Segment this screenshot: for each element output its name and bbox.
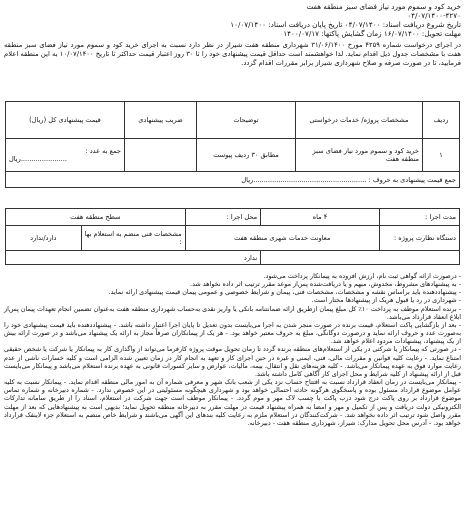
list-item: - به پیشنهادهای مشروط، مخدوش، مبهم و یا دریافت‌شده پس‌از موعد مقرر ترتیب اثر داده نخواهد شد. <box>190 280 461 289</box>
duration-label: مدت اجرا : <box>379 209 459 226</box>
col-header-coefficient: ضریب پیشنهادی <box>125 102 197 139</box>
approval-value: دارد/ندارد <box>6 226 82 251</box>
sum-words-cell <box>6 172 460 188</box>
items-table <box>5 101 460 188</box>
table-row <box>6 139 460 172</box>
conditions-list <box>4 272 461 427</box>
list-item: - پیمانکار می‌بایست در زمان انعقاد قرارداد نسبت به افتتاح حساب نزد یکی از شعب بانک شهر و معرفی شماره آن به امور مالی منطقه اقدام نماید. - پیمانکار نسبت به کلیه عوامل موضوع قرارداد مسئول بوده و پاسخگوی هرگونه حادثه احتمالی خواهد بود و شهرداری هیچگونه مسئولیتی در این خصوص ندارد. - شماره دبیرخانه و شماره تماس موضوع قرارداد بر روی پاکت درج شود درب پاکت با چسب لاک مهر و موم گردد. - پیمانکار موظف است جهت شرکت در استعلام، اسناد را از طریق سامانه تدارکات الکترونیکی دولت دریافت و پس از تکمیل و مهر و امضا به همراه پیشنهاد قیمت در مهلت مقرر به دبیرخانه منطقه تحویل نماید؛ بدیهی است به پیشنهادهایی که بعد از مهلت مقرر واصل شود ترتیب اثر داده نخواهد شد. - شرکت‌کنندگان در استعلام ملزم به رعایت کلیه بندهای این آگهی می‌باشند و شرایط خاص منضم به استعلام جزء لاینفک قرارداد خواهد بود. - آدرس محل تحویل مدارک: شیراز، شهرداری منطقه هفت - دبیرخانه. <box>4 378 461 427</box>
col-header-spec: مشخصات پروژه/ خدمات درخواستی <box>296 102 423 139</box>
table-header-row <box>6 102 460 139</box>
col-header-notes: توضیحات <box>197 102 296 139</box>
supervisor-label: دستگاه نظارت پروژه : <box>379 226 459 251</box>
coefficient-cell <box>125 139 197 172</box>
col-header-total-price: قیمت پیشنهادی کل (ریال) <box>6 102 125 139</box>
notice-number: ۰۴/۰۷/۱۴۰۰-۴۲۷۰ <box>407 11 461 20</box>
list-item: - درصورت ارائه گواهی ثبت نام، ارزش افزوده به پیمانکار پرداخت می‌شود. <box>263 272 461 280</box>
list-item: - شهرداری در رد یا قبول هریک از پیشنهادها مختار است. <box>311 296 461 305</box>
notice-title: خرید کود و سموم مورد نیاز فضای سبز منطقه هفت <box>306 2 461 11</box>
sum-words-value: ......................................................ریال <box>241 175 367 184</box>
list-item: - در صورتی که پیمانکار یا شرکتی در یکی از استعلام‌های منطقه برنده گردد تا زمان تحویل موقت پروژه کارفرما می‌تواند از واگذاری کار به پیمانکار یا شرکت یا شخص حقیقی امتناع نماید. - رعایت کلیه قوانین و مقررات مالی، فنی، ایمنی و غیره در حین اجرای کار و تعهد به انجام کار در زمان تعیین شده الزامی است و کلیه خسارات ناشی از عدم رعایت موارد فوق به عهده پیمانکار می‌باشد. - کلیه هزینه‌های نقل و انتقال، بیمه، مالیات، عوارض و سایر کسورات قانونی به عهده برنده استعلام می‌باشد و پیمانکار می‌بایست قبل از ارائه پیشنهاد از کلیه شرایط و محل اجرای کار آگاهی کامل داشته باشد. <box>4 345 461 378</box>
info-row <box>6 226 460 251</box>
sum-words-row <box>6 172 460 188</box>
row3-value: ندارد <box>6 251 261 265</box>
document-dates: تاریخ شروع دریافت اسناد: ۰۴/۰۷/۱۴۰۰ تاریخ پایان دریافت اسناد: ۱۰/۰۷/۱۴۰۰ <box>230 20 461 29</box>
blank-cell <box>261 251 460 265</box>
sum-number-value: ......................ریال <box>9 155 67 163</box>
info-row <box>6 209 460 226</box>
notes-cell: مطابق ۳۰ ردیف پیوست <box>197 139 296 172</box>
spec-cell: خرید کود و سموم مورد نیاز فضای سبز منطقه هفت <box>296 139 423 172</box>
intro-paragraph <box>4 41 461 67</box>
deadline-and-opening: مهلت تحویل: ۱۶/۰۷/۱۴۰۰ زمان گشایش پاکتها: ۱۴۰۰/۰۷/۱۷ <box>283 29 461 38</box>
intro-text: در اجرای درخواست شماره ۴۲۵۹ مورخ ۳۱/۰۶/۱۴۰۰ شهرداری منطقه هفت شیراز در نظر دارد نسبت به اجرای خرید کود و سموم مورد نیاز فضای سبز منطقه هفت با مشخصات جدول ذیل اقدام نماید. لذا خواهشمند است حداقل قیمت پیشنهادی خود را تا ۳۰ روز اعتبار قیمت حداکثر تا تاریخ ۱۰/۰۷/۱۴۰۰ به این منطقه اعلام فرمایید، تا در صورت صرفه و صلاح شهرداری شیراز برابر مقررات اقدام گردد. <box>4 41 461 67</box>
list-item: - پیشنهاددهنده باید براساس نقشه و مشخصات، مشخصات فنی، پیمان و شرایط خصوصی و عمومی پیمان قیمت پیشنهادی ارائه نماید. <box>108 288 461 297</box>
row-number-cell: ۱ <box>423 139 460 172</box>
list-item: - بعد از بازگشایی پاکت استعلام، قیمت برنده در صورت منجر شدن به اجرا می‌بایست بدون تعدیل تا پایان اجرا اعتبار داشته باشد. - پیشنهاددهنده باید قیمت پیشنهادی خود را به‌صورت عدد و حروف ارائه نماید و درصورت دوگانگی، مبلغ به حروف معتبر خواهد بود. - هر یک از پیمانکاران صرفاً مجاز به ارائه یک پیشنهاد می‌باشد و در صورت ارائه بیش از یک پیشنهاد، پیشنهادات مردود اعلام خواهد شد. <box>4 320 461 346</box>
total-price-cell <box>6 139 125 172</box>
location-value: سطح منطقه هفت <box>6 209 186 226</box>
sum-number-label: جمع به عدد : <box>85 147 121 155</box>
project-info-table <box>5 208 460 265</box>
approval-label: مشخصات فنی منضم به استعلام بها : <box>81 226 185 251</box>
location-label: محل اجرا : <box>185 209 260 226</box>
supervisor-value: معاونت خدمات شهری منطقه هفت <box>185 226 379 251</box>
info-row <box>6 251 460 265</box>
duration-value: ۴ ماه <box>261 209 380 226</box>
sum-words-label: جمع قیمت پیشنهادی به حروف : <box>368 175 456 184</box>
list-item: - برنده استعلام موظف به پرداخت ۱۰٪ کل مبلغ پیمان ازطریق ارائه ضمانتنامه بانکی یا واریز نقدی به‌حساب شهرداری منطقه هفت به‌عنوان تضمین انجام تعهدات پیمان پس‌از ابلاغ انعقاد قرارداد می‌باشد. <box>4 304 461 321</box>
col-header-row-number: ردیف <box>423 102 460 139</box>
